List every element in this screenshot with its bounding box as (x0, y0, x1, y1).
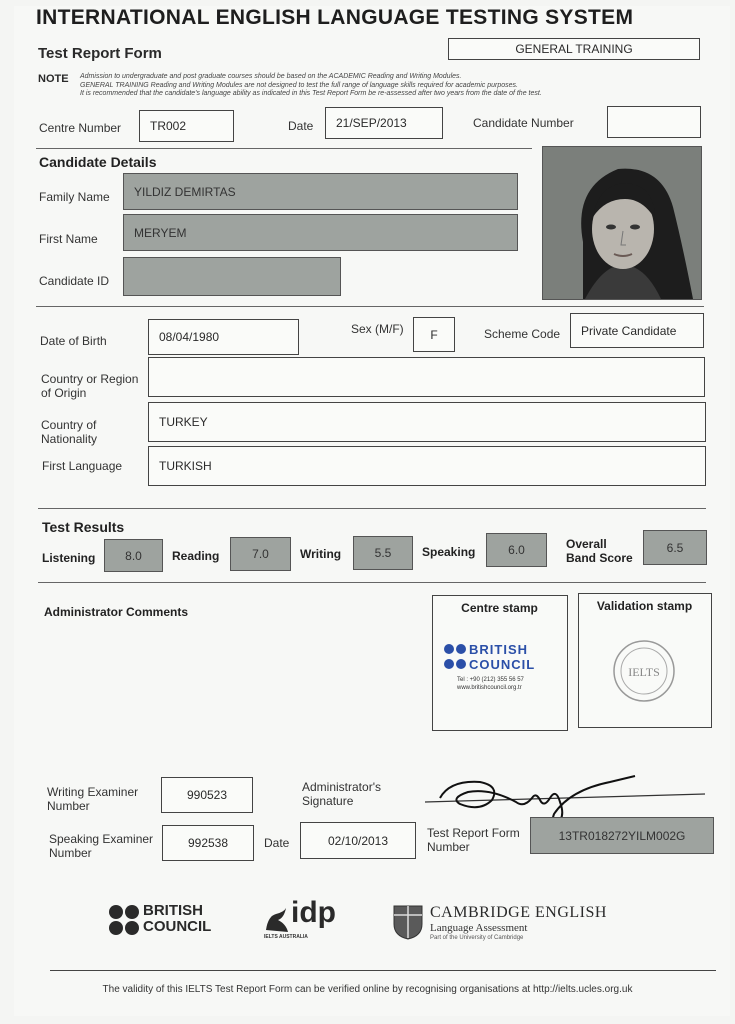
speaking-examiner-label-line-2: Number (49, 846, 92, 860)
speaking-score (486, 533, 547, 567)
first-name-label: First Name (39, 232, 98, 246)
trf-number-label-line-1: Test Report Form (427, 826, 520, 840)
speaking-examiner-label (49, 832, 153, 860)
stamp-bc-line-2: COUNCIL (469, 657, 536, 672)
scheme-code-value: Private Candidate (581, 323, 677, 338)
reading-score-value: 7.0 (252, 547, 269, 561)
note-line-1: Admission to undergraduate and post graduate courses should be based on the ACADEMIC Reading and Writing Modules. (80, 73, 462, 80)
form-title: INTERNATIONAL ENGLISH LANGUAGE TESTING SYSTEM (36, 6, 634, 29)
module-box (448, 38, 700, 60)
candidate-photo-image (543, 147, 701, 299)
sex-field (413, 317, 455, 352)
trf-number-label (427, 826, 520, 854)
admin-date-label: Date (264, 836, 290, 850)
divider (36, 306, 704, 307)
first-name-field (123, 214, 518, 251)
centre-number-value: TR002 (150, 119, 187, 133)
nationality-label-line-1: Country of (41, 418, 97, 432)
writing-examiner-value: 990523 (186, 788, 228, 802)
stamp-bc-line-1: BRITISH (469, 642, 528, 657)
bc-logo-line-1: BRITISH (143, 902, 203, 919)
country-origin-label-line-2: of Origin (41, 386, 87, 400)
country-origin-label-line-1: Country or Region (41, 372, 139, 386)
family-name-field (123, 173, 518, 210)
nationality-label (41, 418, 97, 446)
validation-stamp-box (578, 593, 712, 728)
admin-signature-label (302, 780, 381, 808)
note-line-3: It is recommended that the candidate's language ability as indicated in this Test Report Form be re-assessed after two years from the date of the test. (80, 90, 542, 97)
admin-signature-label-line-1: Administrator's (302, 780, 381, 794)
footer-verification-text: The validity of this IELTS Test Report Form can be verified online by recognising organisations at http://ielts.ucles.org.uk (102, 984, 633, 995)
admin-date-value: 02/10/2013 (327, 833, 389, 848)
validation-stamp-label: Validation stamp (596, 599, 693, 613)
trf-number-label-line-2: Number (427, 840, 470, 854)
reading-score (230, 537, 291, 571)
british-council-logo-icon (108, 904, 140, 936)
candidate-id-field (123, 257, 341, 296)
divider (38, 582, 706, 583)
footer-divider (50, 970, 716, 971)
writing-label: Writing (300, 547, 342, 561)
writing-examiner-field (161, 777, 253, 813)
sex-value: F (430, 327, 438, 342)
writing-score (353, 536, 413, 570)
bc-logo-line-2: COUNCIL (143, 918, 212, 935)
trf-number-field (530, 817, 714, 854)
admin-date-field (300, 822, 416, 859)
centre-stamp-box (432, 595, 568, 731)
trf-number-value: 13TR018272YILM002G (558, 828, 686, 843)
divider (38, 508, 706, 509)
test-date-label: Date (288, 119, 314, 133)
scheme-code-label: Scheme Code (484, 327, 561, 341)
nationality-label-line-2: Nationality (41, 432, 98, 446)
family-name-value: YILDIZ DEMIRTAS (134, 184, 236, 199)
idp-logo-subtext: IELTS AUSTRALIA (264, 934, 308, 940)
form-subtitle: Test Report Form (38, 45, 162, 62)
country-origin-label (41, 372, 138, 400)
stamp-bc-web: www.britishcouncil.org.tr (457, 685, 522, 691)
listening-score-value: 8.0 (125, 548, 142, 563)
scheme-code-field (570, 313, 704, 348)
stamp-bc-name (469, 642, 535, 672)
cambridge-shield-icon (392, 904, 424, 940)
note-text (80, 73, 670, 99)
cambridge-logo-tagline: Part of the University of Cambridge (430, 935, 524, 941)
overall-band-label-line-2: Band Score (566, 551, 633, 565)
writing-examiner-label (47, 785, 138, 813)
note-line-2: GENERAL TRAINING Reading and Writing Modules are not designed to test the full range of language skills required for academic purposes. (80, 81, 518, 89)
nationality-field (148, 402, 706, 442)
first-language-value: TURKISH (159, 459, 212, 473)
candidate-photo (542, 146, 702, 300)
note-label: NOTE (38, 73, 69, 85)
idp-kangaroo-icon (262, 904, 292, 934)
divider (36, 148, 532, 149)
stamp-bc-tel: Tel : +90 (212) 355 56 57 (457, 677, 524, 683)
cambridge-logo-title: CAMBRIDGE ENGLISH (430, 904, 607, 921)
centre-number-field (139, 110, 234, 142)
idp-logo-text: idp (291, 896, 336, 929)
stamp-bc-contact (457, 676, 524, 692)
candidate-details-heading: Candidate Details (39, 154, 157, 170)
nationality-value: TURKEY (159, 415, 208, 429)
speaking-label: Speaking (422, 545, 476, 559)
first-name-value: MERYEM (134, 225, 187, 240)
candidate-id-label: Candidate ID (39, 274, 110, 288)
test-date-value: 21/SEP/2013 (336, 116, 407, 130)
writing-examiner-label-line-2: Number (47, 799, 90, 813)
ielts-seal-text: IELTS (628, 665, 660, 679)
test-date-field (325, 107, 443, 139)
overall-band-label-line-1: Overall (566, 537, 607, 551)
writing-score-value: 5.5 (374, 546, 392, 560)
centre-number-label: Centre Number (39, 121, 122, 135)
candidate-number-label: Candidate Number (473, 116, 574, 130)
speaking-examiner-field (162, 825, 254, 861)
british-council-dots-icon (443, 642, 471, 672)
british-council-logo-text (143, 903, 211, 935)
family-name-label: Family Name (39, 190, 110, 204)
listening-score (104, 539, 163, 572)
writing-examiner-label-line-1: Writing Examiner (47, 785, 139, 799)
reading-label: Reading (172, 549, 220, 563)
module-value: GENERAL TRAINING (515, 42, 633, 56)
overall-band-score-value: 6.5 (666, 540, 684, 555)
first-language-field (148, 446, 706, 486)
admin-signature-label-line-2: Signature (302, 794, 354, 808)
centre-stamp-label: Centre stamp (461, 601, 538, 615)
listening-label: Listening (42, 551, 96, 565)
dob-value: 08/04/1980 (159, 330, 220, 344)
candidate-number-field (607, 106, 701, 138)
overall-band-label (566, 537, 633, 565)
speaking-examiner-label-line-1: Speaking Examiner (49, 832, 154, 846)
speaking-examiner-value: 992538 (187, 836, 229, 850)
speaking-score-value: 6.0 (508, 543, 525, 557)
test-results-heading: Test Results (42, 519, 125, 535)
sex-label: Sex (M/F) (351, 322, 404, 336)
overall-band-score (643, 530, 707, 565)
administrator-comments-label: Administrator Comments (44, 605, 189, 619)
country-origin-field (148, 357, 705, 397)
dob-label: Date of Birth (40, 334, 107, 348)
cambridge-logo-subtitle: Language Assessment (430, 922, 528, 934)
dob-field (148, 319, 299, 355)
first-language-label: First Language (42, 459, 123, 473)
